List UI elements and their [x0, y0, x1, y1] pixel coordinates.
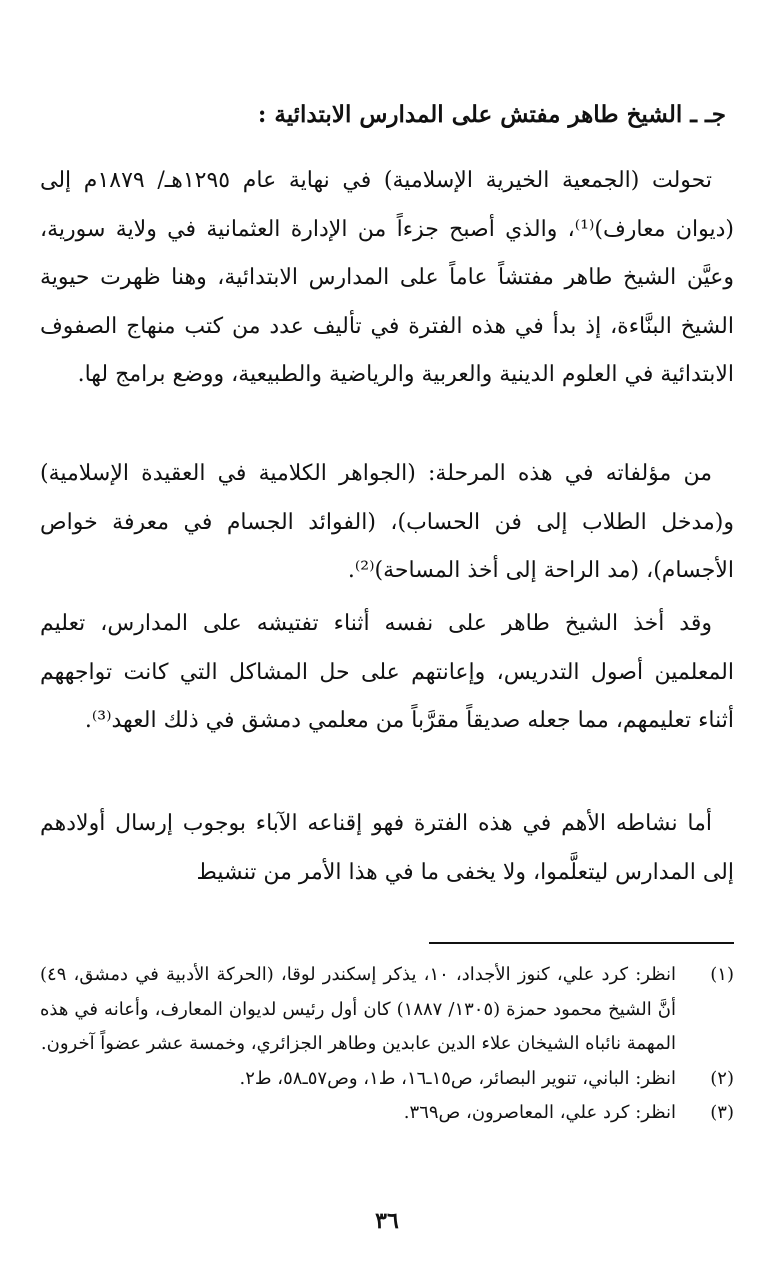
footnote-number: (٢) [710, 1067, 734, 1089]
body-paragraph [40, 600, 734, 746]
footnote [40, 1096, 734, 1131]
footnote-text: انظر: الباني، تنوير البصائر، ص١٥ـ١٦، ط١، وص٥٧ـ٥٨، ط٢. [239, 1067, 676, 1089]
footnote-number: (٣) [710, 1102, 734, 1123]
body-paragraph [40, 157, 734, 400]
body-paragraph [40, 450, 734, 596]
footnote [40, 1062, 734, 1097]
footnote [40, 958, 734, 1062]
footnotes-section [40, 958, 734, 1131]
footnote-text: انظر: كرد علي، كنوز الأجداد، ١٠، يذكر إسكندر لوقا، (الحركة الأدبية في دمشق، ٤٩) أنَّ الشيخ محمود حمزة (١٣٠٥/ ١٨٨٧) كان أول رئيس لديوان المعارف، وأعانه في هذه المهمة نائباه الشيخان علاء الدين عابدين وطاهر الجزائري، وخمسة عشر عضواً آخرون. [40, 964, 676, 1054]
paragraph-text: أما نشاطه الأهم في هذه الفترة فهو إقناعه الآباء بوجوب إرسال أولادهم إلى المدارس ليتعلَّموا، ولا يخفى ما في هذا الأمر من تنشيط [40, 811, 734, 885]
paragraph-text: وقد أخذ الشيخ طاهر على نفسه أثناء تفتيشه على المدارس، تعليم المعلمين أصول التدريس، وإعانتهم على حل المشاكل التي كانت تواجههم أثناء تعليمهم، مما جعله صديقاً مقرَّباً من معلمي دمشق في ذلك العهد⁽³⁾. [40, 611, 734, 733]
footnote-text: انظر: كرد علي، المعاصرون، ص٣٦٩. [403, 1102, 676, 1123]
body-paragraph [40, 800, 734, 897]
footnote-divider [429, 942, 734, 944]
section-heading: جـ ـ الشيخ طاهر مفتش على المدارس الابتدائية : [257, 101, 726, 128]
page-number: ٣٦ [375, 1208, 399, 1234]
paragraph-text: تحولت (الجمعية الخيرية الإسلامية) في نهاية عام ١٢٩٥هـ/ ١٨٧٩م إلى (ديوان معارف)⁽¹⁾، والذي أصبح جزءاً من الإدارة العثمانية في ولاية سورية، وعيَّن الشيخ طاهر مفتشاً عاماً على المدارس الابتدائية، وهنا ظهرت حيوية الشيخ البنَّاءة، إذ بدأ في هذه الفترة في تأليف عدد من كتب منهاج الصفوف الابتدائية في العلوم الدينية والعربية والرياضية والطبيعية، ووضع برامج لها. [40, 168, 734, 387]
paragraph-text: من مؤلفاته في هذه المرحلة: (الجواهر الكلامية في العقيدة الإسلامية) و(مدخل الطلاب إلى فن الحساب)، (الفوائد الجسام في معرفة خواص الأجسام)، (مد الراحة إلى أخذ المساحة)⁽²⁾. [40, 461, 734, 583]
footnote-number: (١) [710, 964, 734, 985]
